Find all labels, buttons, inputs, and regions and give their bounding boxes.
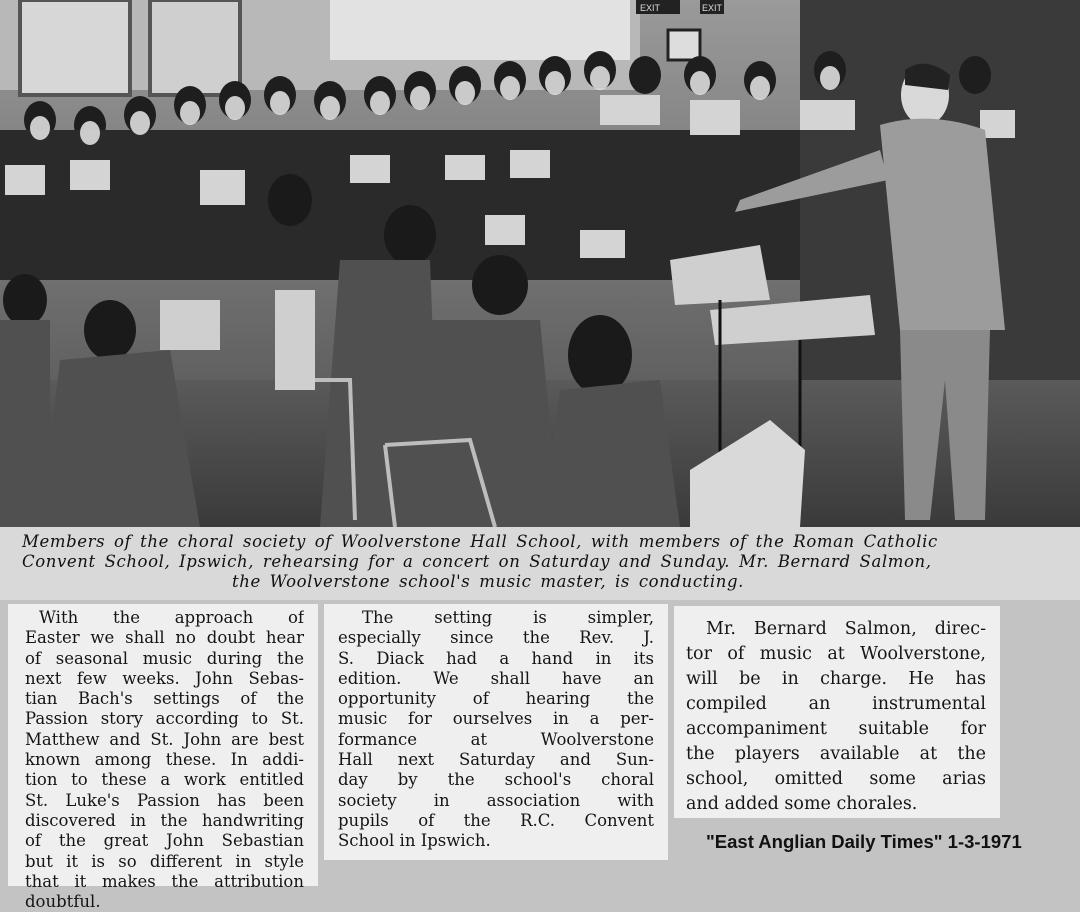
article-line: will be in charge. He has — [686, 669, 986, 689]
article-line: tian Bach's settings of the — [25, 689, 304, 709]
article-column-2 — [324, 604, 668, 860]
article-line: tion to these a work entitled — [25, 770, 304, 790]
caption-line: Members of the choral society of Woolverstone Hall School, with members of the Roman Catholic — [22, 532, 938, 551]
caption-line: Convent School, Ipswich, rehearsing for a concert on Saturday and Sunday. Mr. Bernard Salmon, — [22, 552, 932, 571]
article-line: the players available at the — [686, 744, 986, 764]
article-line: that it makes the attribution — [25, 871, 304, 891]
caption-line: the Woolverstone school's music master, is conducting. — [232, 572, 744, 591]
article-line: S. Diack had a hand in its — [338, 648, 654, 668]
article-line: discovered in the handwriting — [25, 810, 304, 830]
article-line: day by the school's choral — [338, 770, 654, 790]
article-line: next few weeks. John Sebas- — [25, 668, 304, 688]
article-line: edition. We shall have an — [338, 668, 654, 688]
source-credit: "East Anglian Daily Times" 1-3-1971 — [706, 831, 1022, 852]
article-line: With the approach of — [39, 608, 304, 627]
article-line: opportunity of hearing the — [338, 689, 654, 709]
article-line: but it is so different in style — [25, 851, 304, 871]
article-line: music for ourselves in a per- — [338, 709, 654, 729]
article-line: accompaniment suitable for — [686, 719, 986, 739]
article-line: Passion story according to St. — [25, 709, 304, 729]
article-line: School in Ipswich. — [338, 831, 491, 851]
article-line: school, omitted some arias — [686, 769, 986, 789]
article-line: of the great John Sebastian — [25, 831, 304, 851]
article-line: known among these. In addi- — [25, 750, 304, 770]
article-line: and added some chorales. — [686, 794, 918, 814]
article-line: Matthew and St. John are best — [25, 729, 304, 749]
article-line: especially since the Rev. J. — [338, 628, 654, 648]
article-column-1 — [8, 604, 318, 912]
article-line: The setting is simpler, — [362, 608, 654, 627]
article-column-3 — [674, 606, 1000, 818]
article-line: pupils of the R.C. Convent — [338, 810, 654, 830]
article-line: Easter we shall no doubt hear — [25, 628, 304, 648]
article-line: doubtful. — [25, 892, 101, 912]
article-line: Hall next Saturday and Sun- — [338, 750, 654, 770]
article-line: of seasonal music during the — [25, 648, 304, 668]
article-line: St. Luke's Passion has been — [25, 790, 304, 810]
wall-sign: EXIT — [640, 3, 661, 13]
article-line: compiled an instrumental — [686, 694, 986, 714]
article-line: tor of music at Woolverstone, — [686, 644, 986, 664]
article-line: formance at Woolverstone — [338, 729, 654, 749]
wall-sign: EXIT — [702, 3, 723, 13]
article-line: Mr. Bernard Salmon, direc- — [706, 619, 986, 639]
photo-caption — [0, 527, 1080, 600]
article-line: society in association with — [338, 790, 654, 810]
